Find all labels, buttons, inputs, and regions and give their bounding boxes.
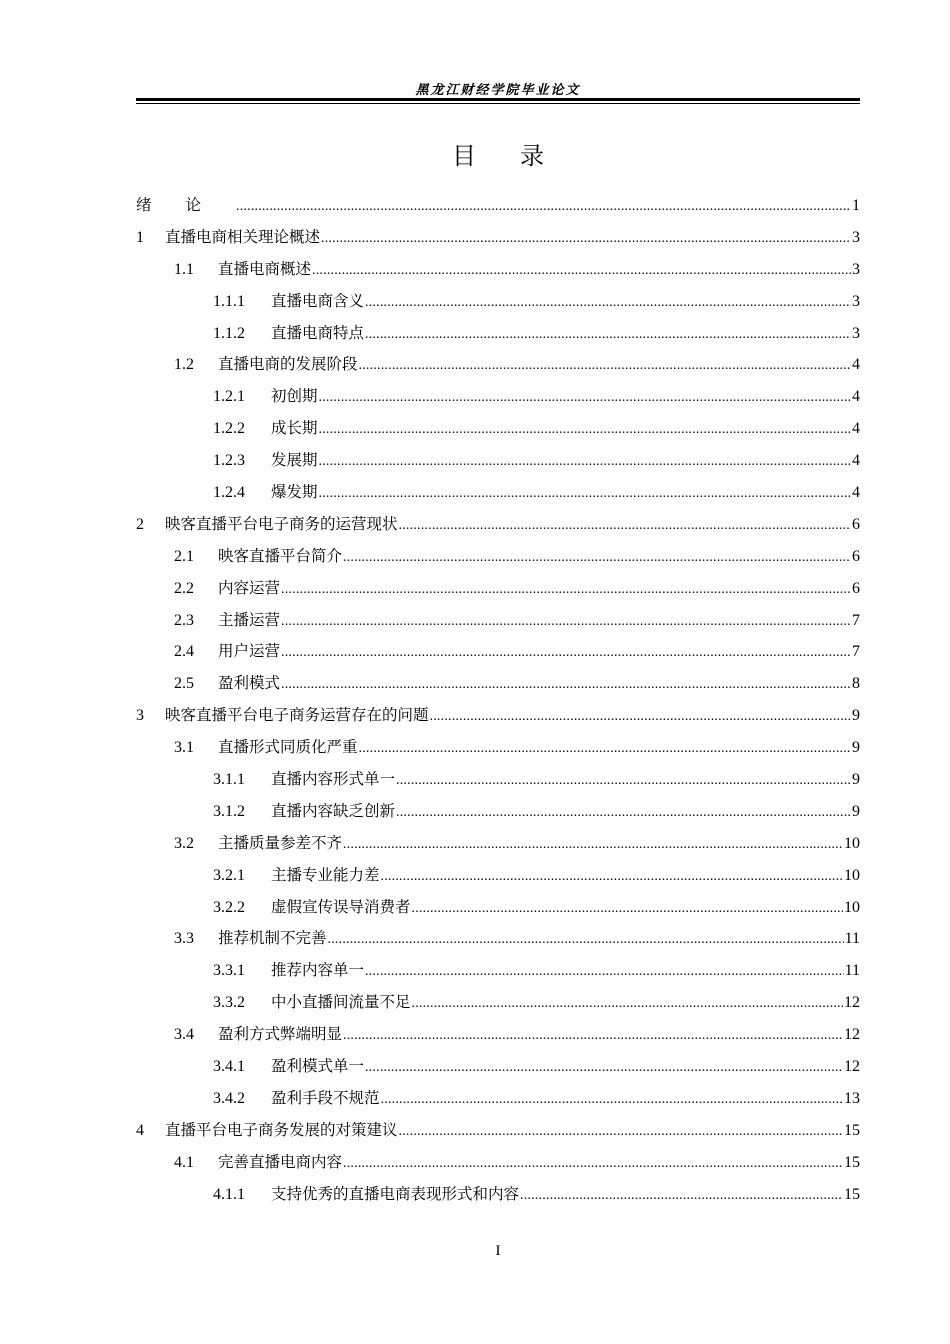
toc-entry[interactable]: [136, 700, 860, 732]
toc-entry-number: 1.2.1: [213, 388, 245, 406]
toc-entry-title: 用户运营: [218, 642, 281, 661]
toc-dot-leader: [381, 861, 843, 893]
toc-entry[interactable]: [136, 413, 860, 445]
toc-entry[interactable]: [136, 955, 860, 987]
toc-entry-title: 爆发期: [271, 483, 318, 502]
toc-dot-leader: [399, 1116, 843, 1148]
toc-entry-page: 15: [844, 1185, 860, 1203]
toc-entry-number: 3.3.2: [213, 994, 245, 1012]
toc-dot-leader: [281, 574, 851, 606]
toc-entry-page: 10: [844, 898, 860, 916]
toc-entry[interactable]: [136, 477, 860, 509]
toc-entry-page: 8: [852, 675, 860, 693]
toc-dot-leader: [281, 606, 851, 638]
toc-entry-number: 4: [136, 1121, 144, 1139]
toc-entry-title: 映客直播平台简介: [218, 546, 343, 565]
toc-entry-page: 9: [852, 771, 860, 789]
toc-entry-number: 2.3: [174, 611, 194, 629]
toc-entry-number: 1.2: [174, 356, 194, 374]
toc-entry[interactable]: [136, 892, 860, 924]
toc-entry[interactable]: [136, 923, 860, 955]
toc-entry-title: 中小直播间流量不足: [271, 993, 411, 1012]
toc-entry-page: 3: [852, 324, 860, 342]
toc-entry[interactable]: [136, 222, 860, 254]
toc-dot-leader: [319, 414, 851, 446]
toc-entry-page: 3: [852, 292, 860, 310]
toc-entry-number: 4.1.1: [213, 1185, 245, 1203]
toc-entry-page: 6: [852, 579, 860, 597]
header-rule-thin: [136, 103, 860, 104]
toc-entry-title: 主播专业能力差: [271, 865, 380, 884]
toc-entry[interactable]: [136, 796, 860, 828]
toc-entry-number: 1.1.2: [213, 324, 245, 342]
toc-dot-leader: [281, 637, 851, 669]
toc-entry-title: 完善直播电商内容: [218, 1152, 343, 1171]
toc-entry-title: 成长期: [271, 419, 318, 438]
toc-dot-leader: [343, 1020, 843, 1052]
toc-entry-number: 3.3: [174, 930, 194, 948]
toc-entry-page: 6: [852, 515, 860, 533]
toc-entry[interactable]: [136, 349, 860, 381]
header-rule-thick: [136, 98, 860, 101]
toc-dot-leader: [430, 701, 851, 733]
toc-entry-page: 12: [844, 1026, 860, 1044]
toc-entry-page: 4: [852, 420, 860, 438]
toc-entry-title: 直播电商概述: [218, 259, 312, 278]
toc-entry[interactable]: [136, 445, 860, 477]
toc-entry-page: 12: [844, 994, 860, 1012]
toc-entry[interactable]: [136, 1051, 860, 1083]
toc-dot-leader: [359, 733, 851, 765]
toc-entry-page: 3: [852, 260, 860, 278]
toc-entry-number: 2.5: [174, 675, 194, 693]
toc-entry-title: 直播平台电子商务发展的对策建议: [165, 1120, 398, 1139]
toc-entry-page: 13: [844, 1089, 860, 1107]
toc-heading: 目录: [452, 142, 588, 170]
running-header-title: 黑龙江财经学院毕业论文: [415, 83, 581, 98]
toc-entry-title: 主播质量参差不齐: [218, 833, 343, 852]
toc-entry-page: 1: [852, 197, 860, 214]
toc-dot-leader: [381, 1084, 843, 1116]
toc-entry[interactable]: [136, 1147, 860, 1179]
toc-entry-page: 15: [844, 1153, 860, 1171]
toc-entry-number: 1.1.1: [213, 292, 245, 310]
toc-dot-leader: [399, 510, 851, 542]
toc-entry[interactable]: [136, 254, 860, 286]
toc-entry-number: 3.2.1: [213, 866, 245, 884]
toc-entry-title: 直播内容缺乏创新: [271, 801, 396, 820]
toc-dot-leader: [365, 287, 851, 319]
toc-entry-page: 4: [852, 452, 860, 470]
toc-entry[interactable]: [136, 381, 860, 413]
toc-entry-title: 初创期: [271, 387, 318, 406]
toc-entry[interactable]: [136, 668, 860, 700]
toc-entry-page: 4: [852, 388, 860, 406]
toc-entry-number: 3.2: [174, 834, 194, 852]
toc-entry-title: 绪论: [136, 196, 236, 214]
toc-entry-page: 4: [852, 356, 860, 374]
toc-entry-title: 盈利模式: [218, 674, 281, 693]
toc-dot-leader: [412, 893, 843, 925]
toc-entry-number: 2.2: [174, 579, 194, 597]
toc-entry-page: 9: [852, 707, 860, 725]
toc-entry[interactable]: [136, 573, 860, 605]
toc-entry-title: 推荐内容单一: [271, 961, 365, 980]
toc-dot-leader: [520, 1180, 843, 1212]
toc-entry-page: 3: [852, 228, 860, 246]
toc-entry[interactable]: [136, 1019, 860, 1051]
toc-entry-title: 直播形式同质化严重: [218, 738, 358, 757]
toc-entry-title: 推荐机制不完善: [218, 929, 327, 948]
toc-entry[interactable]: [136, 605, 860, 637]
toc-entry[interactable]: [136, 860, 860, 892]
toc-dot-leader: [319, 478, 851, 510]
toc-entry-number: 3.3.1: [213, 962, 245, 980]
toc-entry[interactable]: [136, 1179, 860, 1211]
toc-dot-leader: [328, 924, 844, 956]
toc-entry-title: 映客直播平台电子商务运营存在的问题: [165, 706, 429, 725]
toc-entry-title: 直播内容形式单一: [271, 770, 396, 789]
toc-entry-page: 10: [844, 866, 860, 884]
toc-entry[interactable]: [136, 1083, 860, 1115]
toc-entry-number: 3.1.1: [213, 771, 245, 789]
toc-entry-page: 7: [852, 643, 860, 661]
toc-entry-title: 盈利模式单一: [271, 1057, 365, 1076]
toc-entry-number: 1.2.4: [213, 484, 245, 502]
toc-entry-number: 3.4: [174, 1026, 194, 1044]
toc-dot-leader: [343, 829, 843, 861]
toc-entry-title: 直播电商的发展阶段: [218, 355, 358, 374]
toc-entry-page: 9: [852, 739, 860, 757]
toc-entry-number: 1.2.3: [213, 452, 245, 470]
toc-entry-title: 直播电商含义: [271, 291, 365, 310]
toc-entry-title: 虚假宣传误导消费者: [271, 897, 411, 916]
toc-dot-leader: [396, 797, 851, 829]
toc-entry-number: 2: [136, 515, 144, 533]
toc-entry-title: 主播运营: [218, 610, 281, 629]
toc-entry[interactable]: [136, 828, 860, 860]
table-of-contents: [136, 190, 860, 1211]
toc-entry-title: 发展期: [271, 451, 318, 470]
toc-entry-number: 3.2.2: [213, 898, 245, 916]
toc-dot-leader: [343, 542, 851, 574]
toc-entry-number: 3.1.2: [213, 802, 245, 820]
toc-dot-leader: [365, 1052, 843, 1084]
toc-entry-number: 3.4.1: [213, 1058, 245, 1076]
toc-entry[interactable]: [136, 190, 860, 222]
toc-entry-title: 盈利手段不规范: [271, 1088, 380, 1107]
toc-entry-page: 15: [844, 1121, 860, 1139]
toc-entry-title: 直播电商特点: [271, 323, 365, 342]
toc-entry-number: 4.1: [174, 1153, 194, 1171]
toc-entry[interactable]: [136, 1115, 860, 1147]
toc-dot-leader: [281, 669, 851, 701]
toc-entry[interactable]: [136, 286, 860, 318]
toc-dot-leader: [321, 223, 851, 255]
toc-entry-number: 3.1: [174, 739, 194, 757]
toc-entry[interactable]: [136, 987, 860, 1019]
toc-dot-leader: [365, 956, 844, 988]
toc-entry[interactable]: [136, 636, 860, 668]
toc-dot-leader: [412, 988, 843, 1020]
toc-dot-leader: [343, 1148, 843, 1180]
toc-dot-leader: [365, 319, 851, 351]
toc-entry-page: 6: [852, 547, 860, 565]
toc-entry[interactable]: [136, 732, 860, 764]
toc-dot-leader: [236, 191, 851, 223]
toc-entry-page: 11: [844, 962, 860, 980]
toc-dot-leader: [312, 255, 851, 287]
toc-entry[interactable]: [136, 509, 860, 541]
toc-entry-number: 3.4.2: [213, 1089, 245, 1107]
toc-entry[interactable]: [136, 541, 860, 573]
toc-entry-title: 直播电商相关理论概述: [165, 227, 321, 246]
toc-dot-leader: [396, 765, 851, 797]
toc-dot-leader: [359, 350, 851, 382]
toc-entry-number: 2.4: [174, 643, 194, 661]
toc-entry-page: 4: [852, 484, 860, 502]
toc-entry-title: 映客直播平台电子商务的运营现状: [165, 514, 398, 533]
toc-dot-leader: [319, 446, 851, 478]
toc-dot-leader: [319, 382, 851, 414]
toc-entry-title: 支持优秀的直播电商表现形式和内容: [271, 1184, 520, 1203]
footer-page-number: I: [495, 1243, 501, 1259]
toc-entry-number: 3: [136, 707, 144, 725]
toc-entry-number: 2.1: [174, 547, 194, 565]
toc-entry-title: 盈利方式弊端明显: [218, 1025, 343, 1044]
toc-entry-page: 11: [844, 930, 860, 948]
toc-entry-number: 1: [136, 228, 144, 246]
toc-entry-title: 内容运营: [218, 578, 281, 597]
toc-entry-number: 1.1: [174, 260, 194, 278]
toc-entry[interactable]: [136, 318, 860, 350]
toc-entry[interactable]: [136, 764, 860, 796]
toc-entry-page: 12: [844, 1058, 860, 1076]
toc-entry-page: 9: [852, 802, 860, 820]
toc-entry-page: 10: [844, 834, 860, 852]
toc-entry-number: 1.2.2: [213, 420, 245, 438]
toc-entry-page: 7: [852, 611, 860, 629]
